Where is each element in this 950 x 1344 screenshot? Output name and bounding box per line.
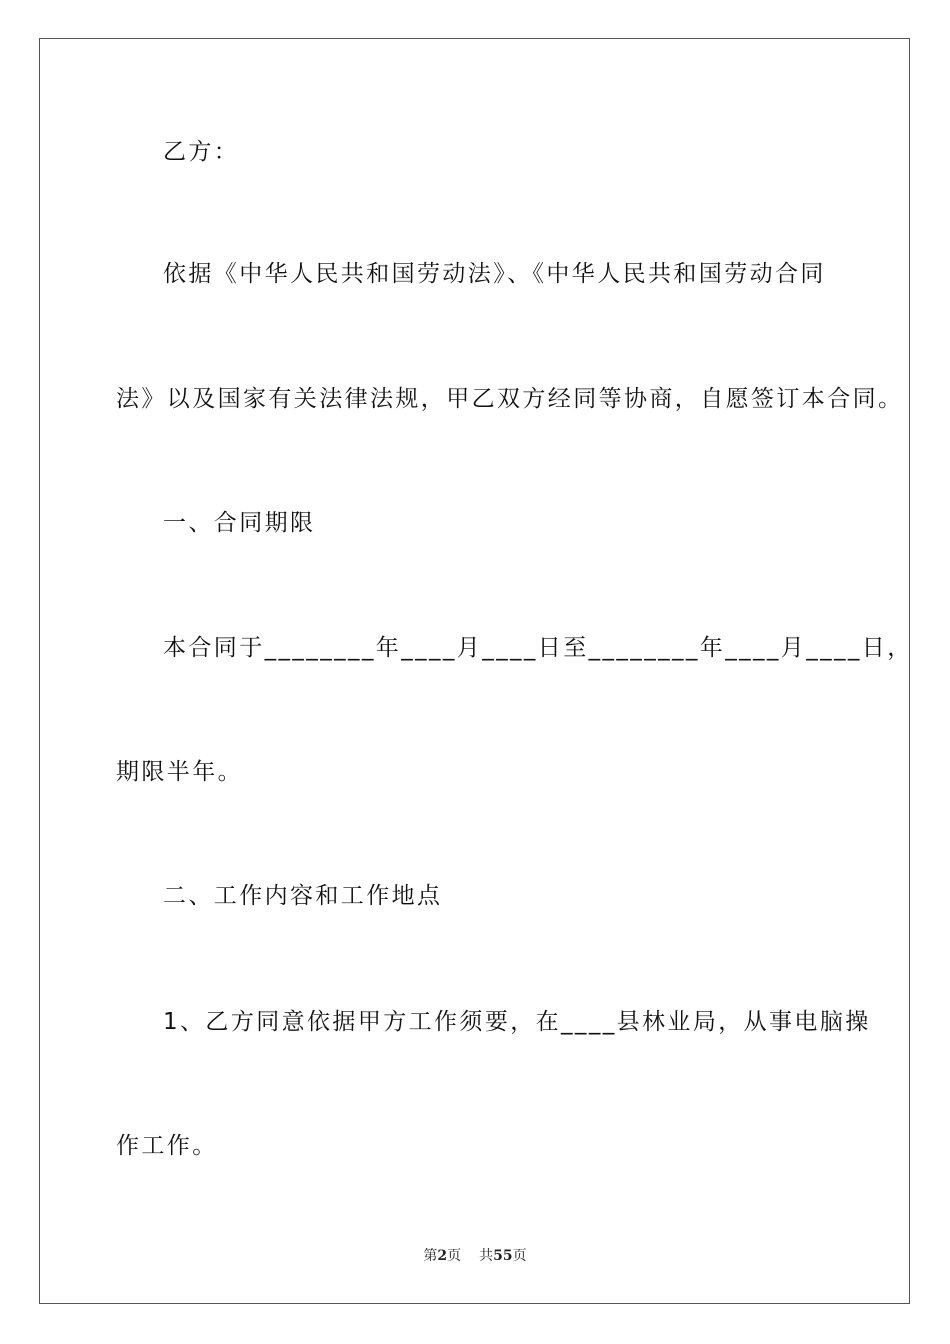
page-border xyxy=(39,38,910,1304)
page-prefix: 第 xyxy=(423,1248,438,1264)
section-heading-term: 一、合同期限 xyxy=(163,510,316,536)
page-footer xyxy=(0,1247,950,1265)
preamble-line-2: 法》以及国家有关法律法规，甲乙双方经同等协商，自愿签订本合同。 xyxy=(116,386,904,412)
term-clause-line-2: 期限半年。 xyxy=(116,759,243,785)
party-b-label: 乙方： xyxy=(163,139,240,165)
total-suffix: 页 xyxy=(512,1248,527,1264)
page-suffix: 页 xyxy=(447,1248,462,1264)
work-clause-line-2: 作工作。 xyxy=(116,1133,218,1159)
section-heading-work: 二、工作内容和工作地点 xyxy=(163,883,443,909)
preamble-line-1: 依据《中华人民共和国劳动法》、《中华人民共和国劳动合同 xyxy=(163,261,826,287)
total-prefix: 共 xyxy=(479,1248,494,1264)
term-clause-line-1: 本合同于________年____月____日至________年____月____日， xyxy=(163,635,913,661)
work-clause-line-1: 1、乙方同意依据甲方工作须要，在____县林业局，从事电脑操 xyxy=(163,1009,871,1035)
page-number: 2 xyxy=(437,1248,448,1264)
total-pages: 55 xyxy=(493,1248,513,1264)
